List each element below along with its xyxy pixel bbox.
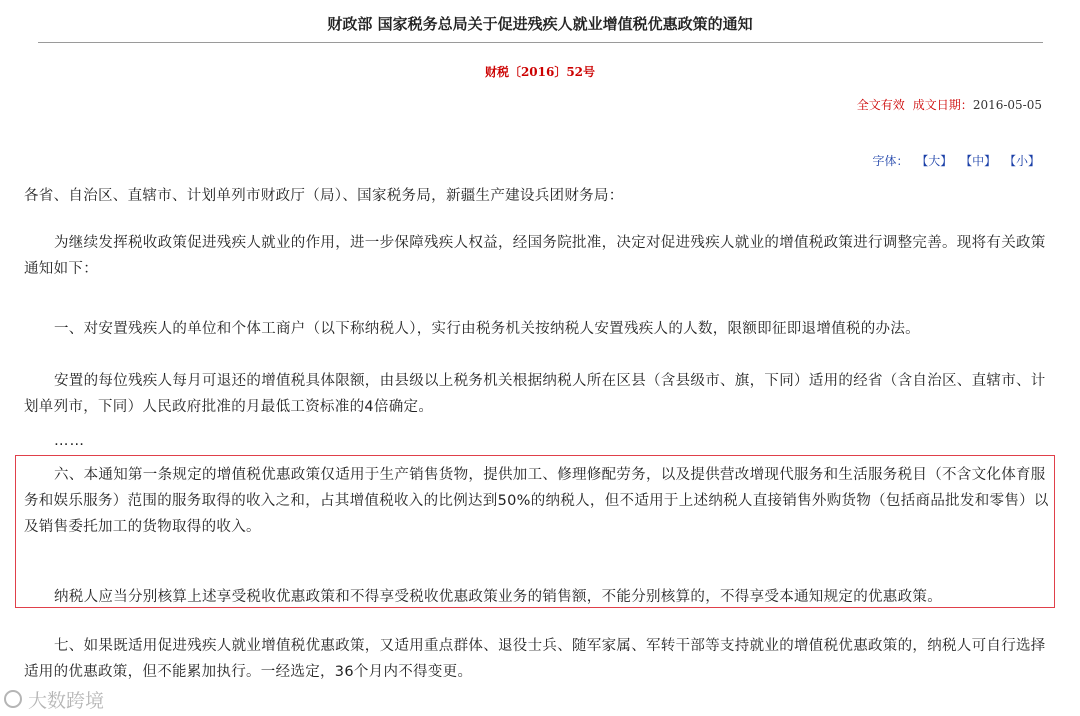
intro-paragraph: 为继续发挥税收政策促进残疾人就业的作用，进一步保障残疾人权益，经国务院批准，决定对促进残疾人就业的增值税政策进行调整完善。现将有关政策通知如下： [24,235,1046,277]
document-title: 财政部 国家税务总局关于促进残疾人就业增值税优惠政策的通知 [327,15,753,33]
font-large-button[interactable]: 【大】 [916,154,953,168]
ellipsis: …… [54,433,85,449]
document-number: 财税〔2016〕52号 [484,65,596,79]
validity-status: 全文有效 [856,98,905,112]
item-1-detail-paragraph: 安置的每位残疾人每月可退还的增值税具体限额，由县级以上税务机关根据纳税人所在区县（含县级市、旗，下同）适用的经省（含自治区、直辖市、计划单列市，下同）人民政府批准的月最低工资标准的4倍确定。 [24,373,1046,415]
date-value: 2016-05-05 [972,98,1042,112]
font-small-button[interactable]: 【小】 [1003,154,1040,168]
font-medium-button[interactable]: 【中】 [960,154,997,168]
item-6-paragraph: 六、本通知第一条规定的增值税优惠政策仅适用于生产销售货物，提供加工、修理修配劳务，以及提供营改增现代服务和生活服务税目（不含文化体育服务和娱乐服务）范围的服务取得的收入之和，占其增值税收入的比例达到50%的纳税人，但不适用于上述纳税人直接销售外购货物（包括商品批发和零售）以及销售委托加工的货物取得的收入。 [24,467,1049,535]
document-meta [857,96,1042,113]
font-size-controls [872,152,1040,169]
item-1-paragraph: 一、对安置残疾人的单位和个体工商户（以下称纳税人），实行由税务机关按纳税人安置残疾人的人数，限额即征即退增值税的办法。 [54,321,920,337]
item-7-paragraph: 七、如果既适用促进残疾人就业增值税优惠政策，又适用重点群体、退役士兵、随军家属、军转干部等支持就业的增值税优惠政策的，纳税人可自行选择适用的优惠政策，但不能累加执行。一经选定，36个月内不得变更。 [24,638,1046,680]
watermark-text: 大数跨境 [28,689,105,712]
date-label: 成文日期： [912,98,973,112]
item-6-detail-paragraph: 纳税人应当分别核算上述享受税收优惠政策和不得享受税收优惠政策业务的销售额，不能分别核算的，不得享受本通知规定的优惠政策。 [54,589,942,605]
watermark-logo-icon [4,690,22,708]
addressee-paragraph: 各省、自治区、直辖市、计划单列市财政厅（局）、国家税务局，新疆生产建设兵团财务局： [24,188,624,204]
watermark [4,684,164,714]
title-divider [38,42,1043,43]
font-size-label: 字体： [872,154,909,168]
